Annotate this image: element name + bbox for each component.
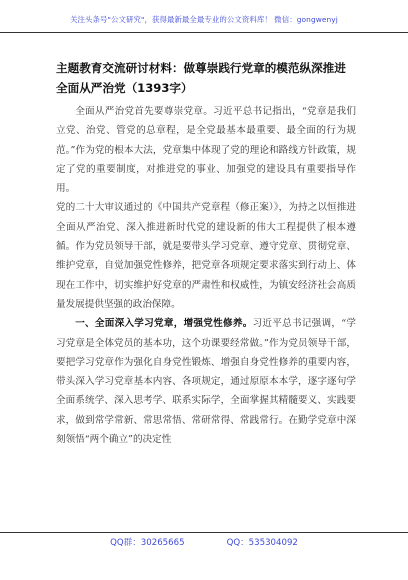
footer-qq: QQ：535304092 <box>226 538 298 548</box>
document-body <box>56 102 356 449</box>
header-banner: 关注头条号"公文研究"，获得最新最全最专业的公文资料库！ 微信：gongwenyj <box>70 15 338 24</box>
header-divider <box>0 32 408 33</box>
paragraph-3-text: 习近平总书记强调，“学习党章是全体党员的基本功，这个功课要经常做。”作为党员领导干部，要把学习党章作为强化自身党性锻炼、增强自身党性修养的重要内容，带头深入学习党章基本内容、各项规定，通过原原本本学，逐字逐句学全面系统学、深入思考学、联系实际学，全面掌握其精髓要义、实践要求，做到常学常新、常思常悟、常研常得、常践常行。在勤学党章中深刻领悟“两个确立”的决定性 <box>56 318 357 446</box>
paragraph-1 <box>56 102 356 198</box>
document-title: 主题教育交流研讨材料：做尊崇践行党章的模范纵深推进全面从严治党（1393字） <box>56 61 346 95</box>
paragraph-2-text: 党的二十大审议通过的《中国共产党章程（修正案）》，为持之以恒推进全面从严治党、深入推进新时代党的建设新的伟大工程提供了根本遵循。作为党员领导干部，就是要带头学习党章、遵守党章、贯彻党章、维护党章，自觉加强党性修养，把党章各项规定要求落实到行动上、体现在工作中，切实维护好党章的严肃性和权威性，为镇安经济社会高质量发展提供坚强的政治保障。 <box>56 202 356 310</box>
footer-qq-group: QQ群：30265665 <box>110 538 185 548</box>
paragraph-1-text: 全面从严治党首先要尊崇党章。习近平总书记指出，“党章是我们立党、治党、管党的总章程，是全党最基本最重要、最全面的行为规范。”作为党的根本大法，党章集中体现了党的理论和路线方针政策，规定了党的重要制度，对推进党的事业、加强党的建设具有重要指导作用。 <box>56 106 356 195</box>
paragraph-3 <box>56 314 356 449</box>
paragraph-2 <box>56 198 356 314</box>
section-heading: 一、全面深入学习党章，增强党性修养。 <box>75 318 253 330</box>
footer <box>0 536 408 548</box>
footer-divider <box>0 532 408 533</box>
